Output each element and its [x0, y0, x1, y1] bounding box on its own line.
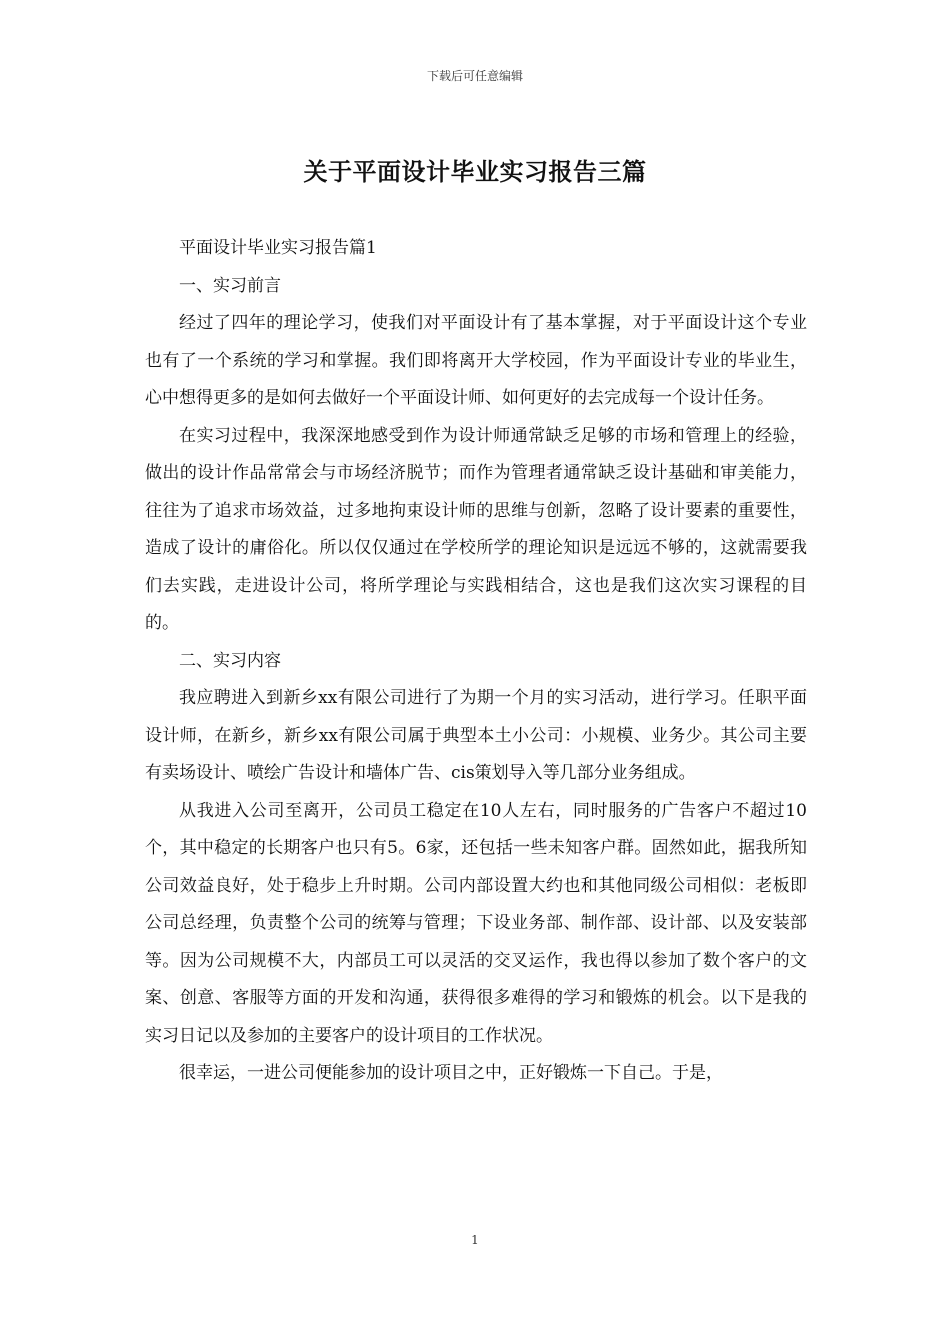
document-body — [145, 230, 807, 1093]
section-heading-preface: 一、实习前言 — [179, 275, 281, 296]
paragraph: 从我进入公司至离开，公司员工稳定在10人左右，同时服务的广告客户不超过10个，其中稳定的长期客户也只有5。6家，还包括一些未知客户群。固然如此，据我所知公司效益良好，处于稳步上升时期。公司内部设置大约也和其他同级公司相似：老板即公司总经理，负责整个公司的统筹与管理；下设业务部、制作部、设计部、以及安装部等。因为公司规模不大，内部员工可以灵活的交叉运作，我也得以参加了数个客户的文案、创意、客服等方面的开发和沟通，获得很多难得的学习和锻炼的机会。以下是我的实习日记以及参加的主要客户的设计项目的工作状况。 — [145, 800, 807, 1046]
paragraph: 经过了四年的理论学习，使我们对平面设计有了基本掌握，对于平面设计这个专业也有了一个系统的学习和掌握。我们即将离开大学校园，作为平面设计专业的毕业生，心中想得更多的是如何去做好一个平面设计师、如何更好的去完成每一个设计任务。 — [145, 313, 807, 408]
paragraph: 在实习过程中，我深深地感受到作为设计师通常缺乏足够的市场和管理上的经验，做出的设计作品常常会与市场经济脱节；而作为管理者通常缺乏设计基础和审美能力，往往为了追求市场效益，过多地拘束设计师的思维与创新，忽略了设计要素的重要性，造成了设计的庸俗化。所以仅仅通过在学校所学的理论知识是远远不够的，这就需要我们去实践，走进设计公司，将所学理论与实践相结合，这也是我们这次实习课程的目的。 — [145, 425, 807, 633]
section-heading-content: 二、实习内容 — [179, 650, 281, 671]
page-header-note: 下载后可任意编辑 — [426, 69, 523, 83]
document-title: 关于平面设计毕业实习报告三篇 — [303, 157, 647, 186]
page-number: 1 — [471, 1233, 479, 1247]
paragraph: 很幸运，一进公司便能参加的设计项目之中，正好锻炼一下自己。于是， — [179, 1063, 723, 1083]
paragraph: 我应聘进入到新乡xx有限公司进行了为期一个月的实习活动，进行学习。任职平面设计师，在新乡，新乡xx有限公司属于典型本土小公司：小规模、业务少。其公司主要有卖场设计、喷绘广告设计和墙体广告、cis策划导入等几部分业务组成。 — [145, 688, 807, 783]
section-heading-report-1: 平面设计毕业实习报告篇1 — [179, 238, 377, 258]
